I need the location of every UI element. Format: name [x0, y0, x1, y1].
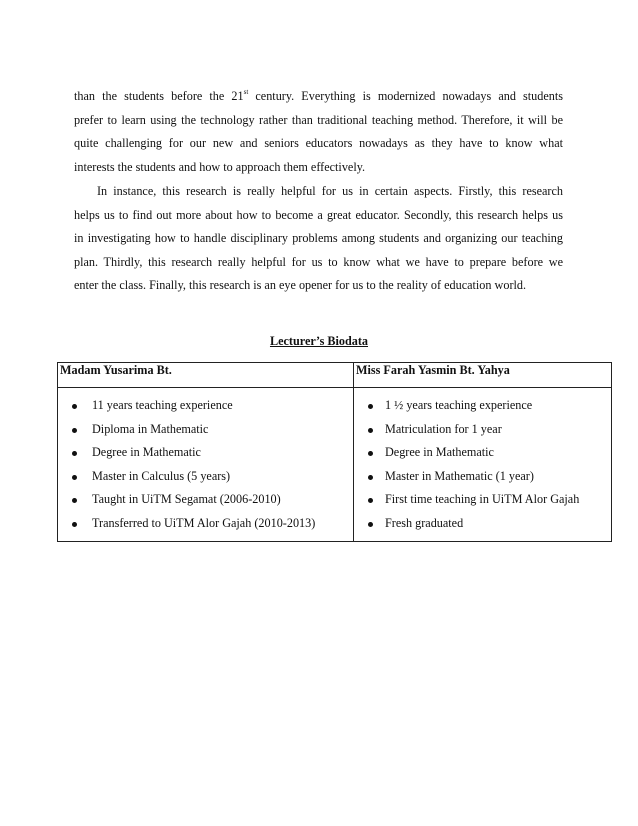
- bullet-icon: [72, 498, 77, 503]
- bullet-icon: [368, 404, 373, 409]
- list-item-text: Degree in Mathematic: [385, 445, 494, 459]
- bullet-icon: [72, 522, 77, 527]
- list-item-text: Fresh graduated: [385, 515, 464, 530]
- list-item: [58, 441, 353, 465]
- paragraph-line: helps us to find out more about how to become a great educator. Secondly, this research helps us: [74, 207, 563, 222]
- list-item-text: 11 years teaching experience: [92, 398, 233, 412]
- paragraph-line: prefer to learn using the technology rather than traditional teaching method. Therefore, it will be: [74, 112, 563, 127]
- lecturer1-details: [58, 388, 354, 542]
- bullet-icon: [72, 475, 77, 480]
- paragraph-line: In instance, this research is really helpful for us in certain aspects. Firstly, this research: [97, 184, 563, 198]
- list-item: [58, 418, 353, 442]
- section-title: Lecturer’s Biodata: [269, 334, 369, 348]
- bullet-icon: [72, 428, 77, 433]
- list-item: [354, 394, 611, 418]
- superscript: st: [243, 88, 249, 96]
- list-item-text: Transferred to UiTM Alor Gajah (2010-2013): [92, 515, 316, 530]
- lecturer2-details: [354, 388, 612, 542]
- list-item: [354, 441, 611, 465]
- list-item: [58, 394, 353, 418]
- list-item-text: Degree in Mathematic: [92, 445, 201, 459]
- text-span: century. Everything is modernized nowadays and students: [248, 89, 563, 103]
- paragraph-line: plan. Thirdly, this research really helpful for us to know what we have to prepare before we: [74, 254, 563, 269]
- paragraph-line: interests the students and how to approach them effectively.: [74, 159, 366, 174]
- bullet-icon: [368, 451, 373, 456]
- lecturer2-name: Miss Farah Yasmin Bt. Yahya: [354, 363, 612, 388]
- paragraph-line: in investigating how to handle disciplinary problems among students and organizing our teaching: [74, 231, 563, 246]
- bullet-icon: [368, 522, 373, 527]
- bullet-icon: [368, 428, 373, 433]
- list-item-text: First time teaching in UiTM Alor Gajah: [385, 492, 580, 506]
- paragraph-line: [74, 85, 563, 109]
- list-item: [58, 512, 353, 536]
- list-item-text: Diploma in Mathematic: [92, 421, 209, 436]
- list-item-text: Matriculation for 1 year: [385, 421, 502, 436]
- bullet-icon: [72, 451, 77, 456]
- list-item-text: Taught in UiTM Segamat (2006-2010): [92, 492, 281, 506]
- paragraph-research-helpful: [74, 180, 563, 298]
- list-item-text: 1 ½ years teaching experience: [385, 398, 533, 412]
- paragraph-line: quite challenging for our new and seniors educators nowadays as they have to know what: [74, 136, 563, 151]
- table-header-row: [58, 363, 612, 388]
- list-item: [354, 512, 611, 536]
- paragraph-line: enter the class. Finally, this research is an eye opener for us to the reality of education world.: [74, 278, 527, 293]
- lecturer1-list: [58, 388, 353, 541]
- table-row: [58, 388, 612, 542]
- bullet-icon: [368, 475, 373, 480]
- list-item: [58, 465, 353, 489]
- bullet-icon: [72, 404, 77, 409]
- bullet-icon: [368, 498, 373, 503]
- paragraph-benefits-intro: [74, 85, 563, 179]
- biodata-table: [57, 362, 612, 542]
- list-item-text: Master in Mathematic (1 year): [385, 468, 534, 483]
- text-span: than the students before the 21: [74, 89, 244, 103]
- list-item-text: Master in Calculus (5 years): [92, 468, 231, 483]
- list-item: [58, 488, 353, 512]
- list-item: [354, 465, 611, 489]
- lecturer1-name: Madam Yusarima Bt.: [58, 363, 354, 388]
- list-item: [354, 418, 611, 442]
- list-item: [354, 488, 611, 512]
- lecturer2-list: [354, 388, 611, 541]
